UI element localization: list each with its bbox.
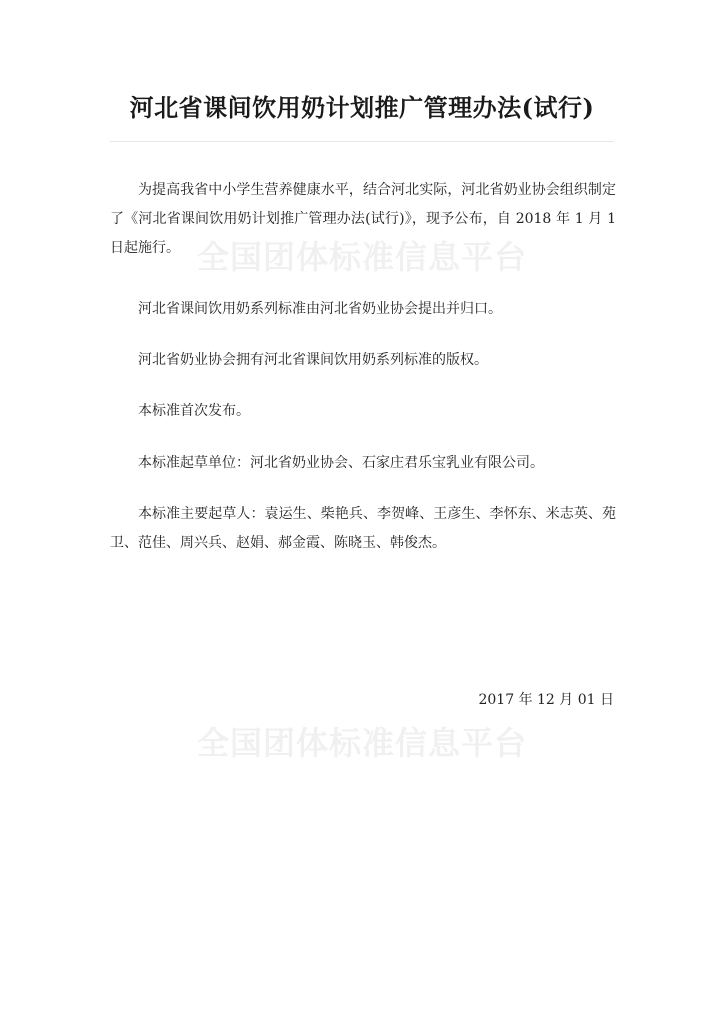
paragraph-copyright: 河北省奶业协会拥有河北省课间饮用奶系列标准的版权。 — [138, 352, 488, 368]
title-divider — [110, 141, 614, 142]
paragraph-drafting-units: 本标准起草单位：河北省奶业协会、石家庄君乐宝乳业有限公司。 — [138, 455, 544, 471]
watermark-bottom: 全国团体标准信息平台 — [196, 724, 527, 762]
paragraph-announcement: 为提高我省中小学生营养健康水平，结合河北实际，河北省奶业协会组织制定了《河北省课间饮用奶计划推广管理办法(试行)》，现予公布，自 2018 年 1 月 1 日起施行。 — [110, 182, 616, 256]
document-title: 河北省课间饮用奶计划推广管理办法(试行) — [129, 93, 595, 122]
document-date: 2017 年 12 月 01 日 — [478, 692, 614, 708]
paragraph-proposer: 河北省课间饮用奶系列标准由河北省奶业协会提出并归口。 — [138, 301, 502, 317]
watermark-top: 全国团体标准信息平台 — [196, 238, 527, 276]
paragraph-drafters: 本标准主要起草人：袁运生、柴艳兵、李贺峰、王彦生、李怀东、米志英、苑卫、范佳、周兴兵、赵娟、郝金霞、陈晓玉、韩俊杰。 — [110, 506, 616, 551]
paragraph-first-release: 本标准首次发布。 — [138, 403, 250, 419]
